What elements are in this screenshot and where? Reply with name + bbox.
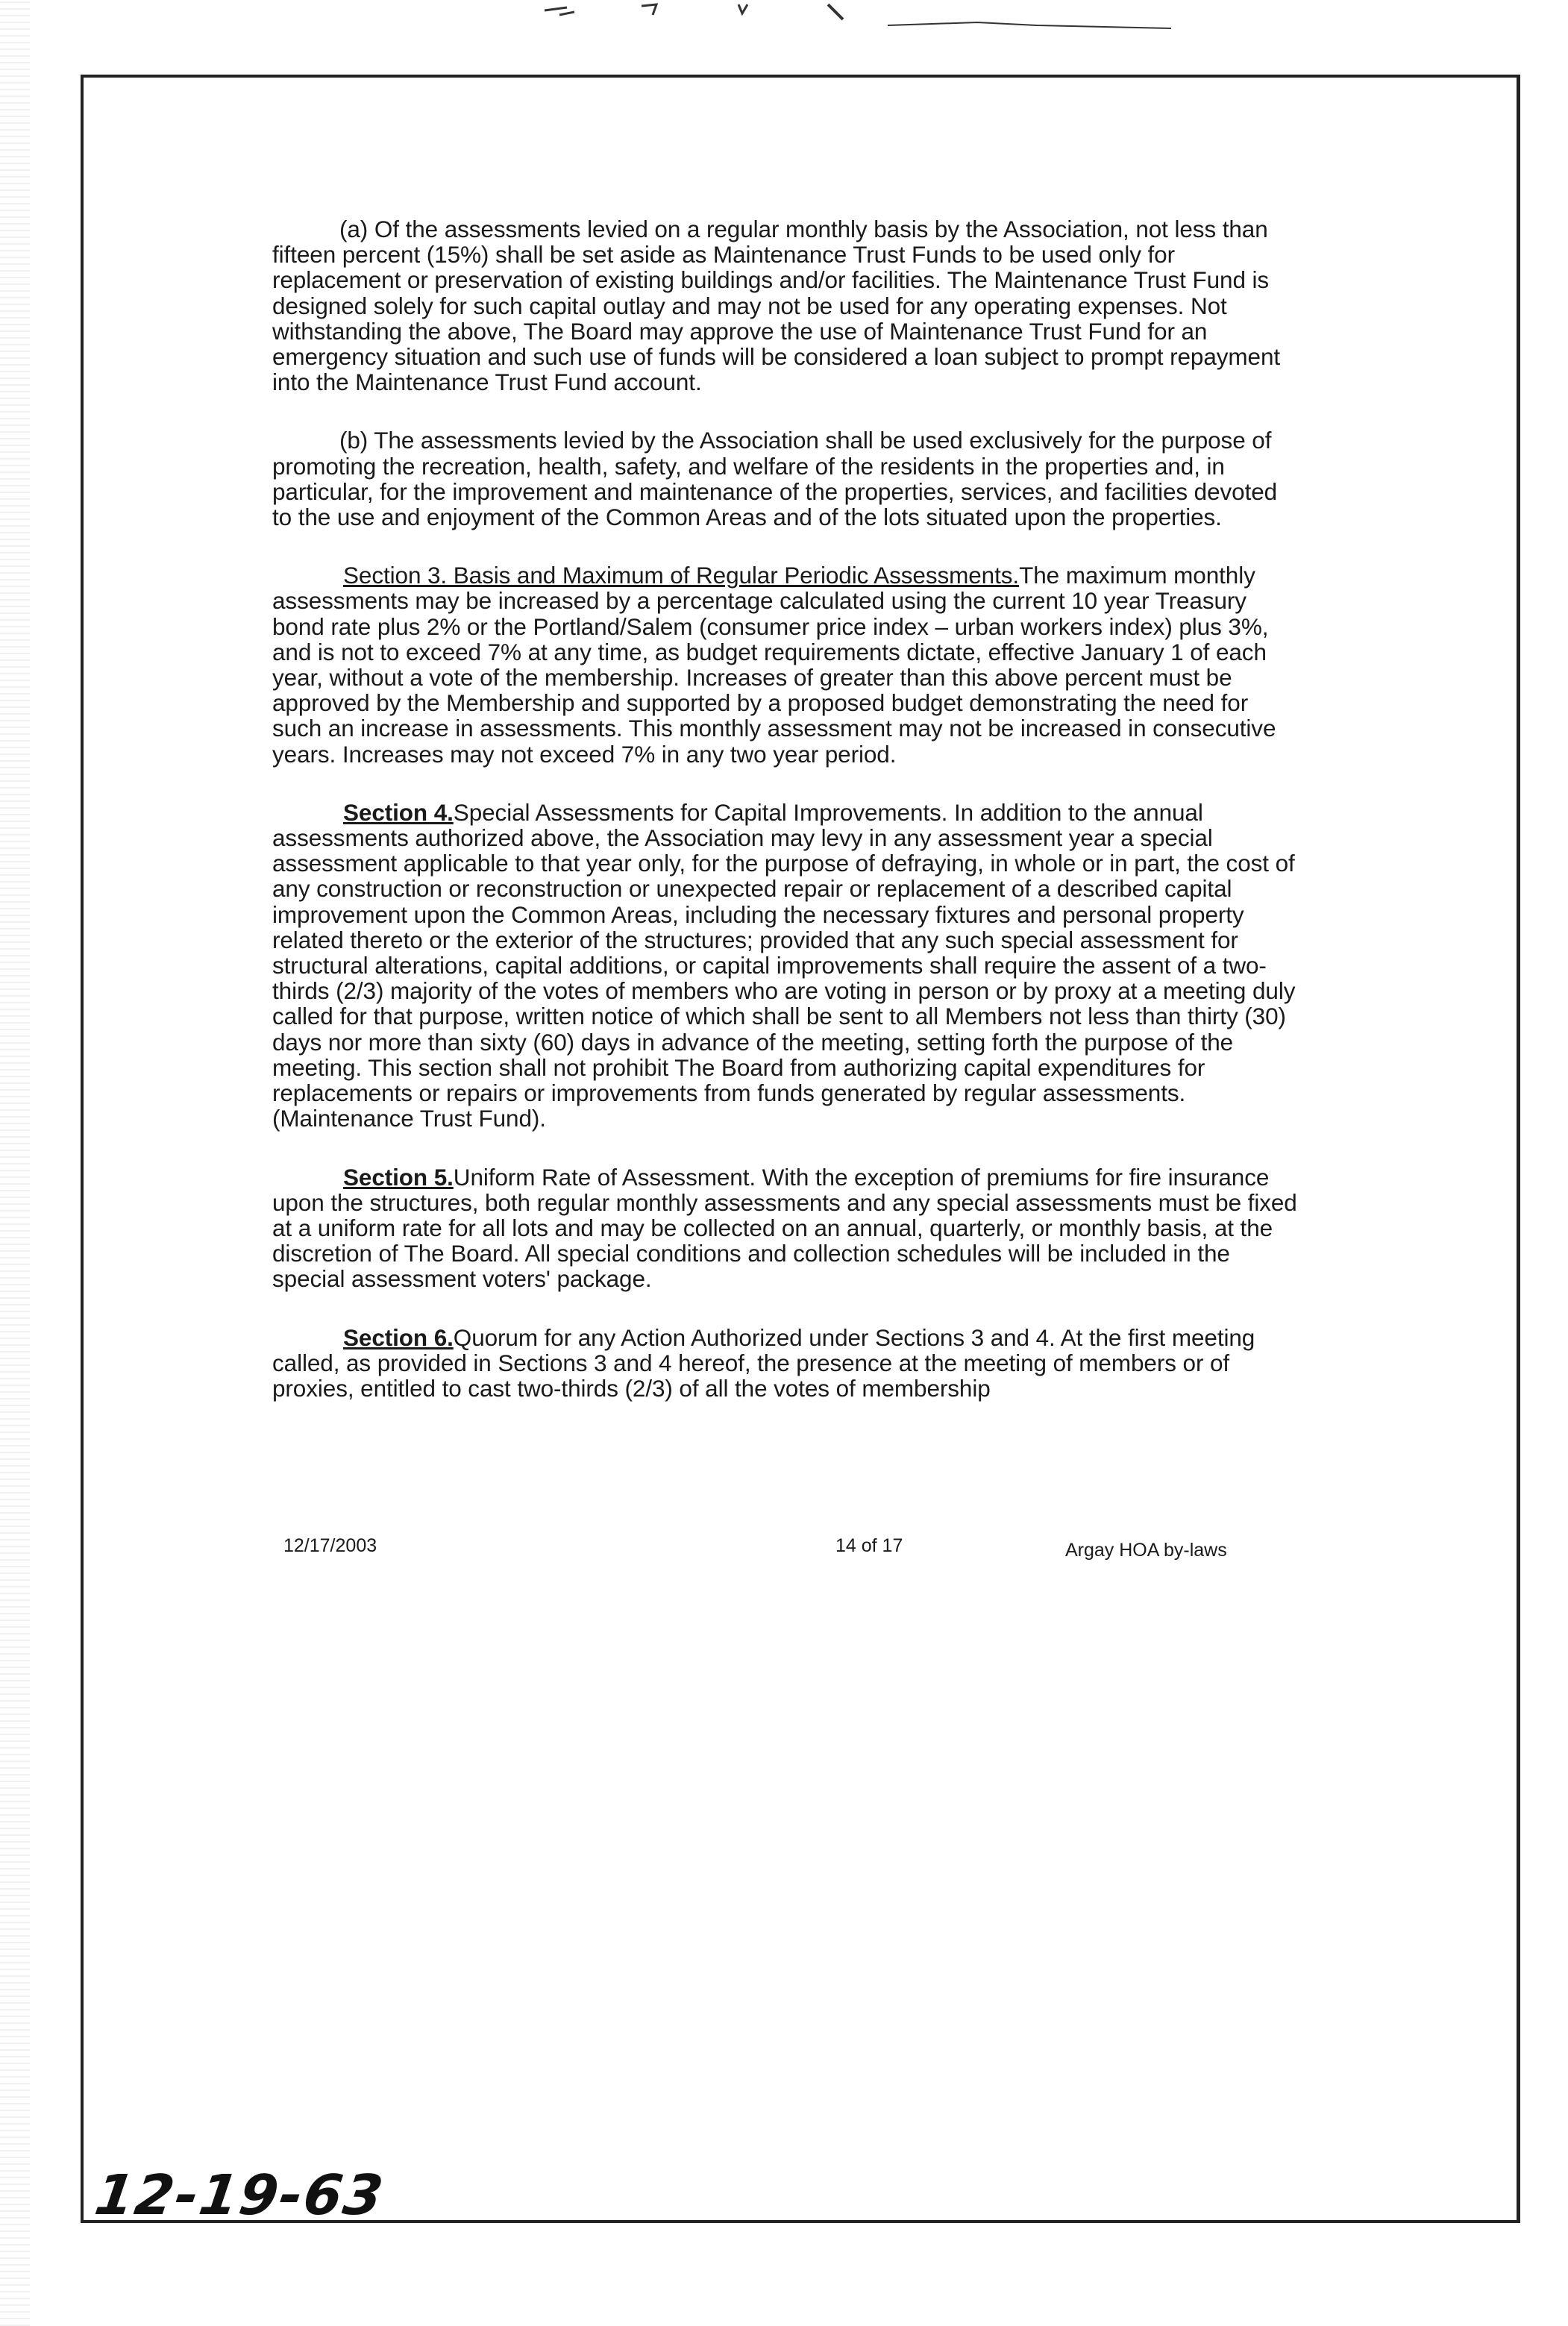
footer-page-number: 14 of 17 — [835, 1535, 903, 1556]
section-4-heading: Section 4. — [343, 798, 454, 826]
footer-date: 12/17/2003 — [283, 1535, 377, 1556]
section-6-body: Quorum for any Action Authorized under Sections 3 and 4. At the first meeting called, as provided in Sections 3 and 4 hereof, the presence at the meeting of members or of proxies, entitled to cast two-thirds (2/3) of all the votes of membership — [272, 1323, 1255, 1402]
paragraph-b — [272, 427, 1302, 530]
section-6 — [272, 1325, 1302, 1402]
section-3-heading: Section 3. Basis and Maximum of Regular Periodic Assessments. — [343, 562, 1020, 589]
page-footer — [283, 1535, 1253, 1565]
scan-edge-noise — [0, 0, 30, 2326]
section-3-body: The maximum monthly assessments may be increased by a percentage calculated using the current 10 year Treasury bond rate plus 2% or the Portland/Salem (consumer price index – urban workers index) plus 3%, and is not to exceed 7% at any time, as budget requirements dictate, effective January 1 of each year, without a vote of the membership. Increases of greater than this above percent must be approved by the Membership and supported by a proposed budget demonstrating the need for such an increase in assessments. This monthly assessment may not be increased in consecutive years. Increases may not exceed 7% in any two year period. — [272, 562, 1276, 768]
handwritten-date-annotation: 12-19-63 — [90, 2163, 389, 2228]
section-4-body: Special Assessments for Capital Improvements. In addition to the annual assessments authorized above, the Association may levy in any assessment year a special assessment applicable to that year only, for the purpose of defraying, in whole or in part, the cost of any construction or reconstruction or unexpected repair or replacement of a described capital improvement upon the Common Areas, including the necessary fixtures and personal property related thereto or the exterior of the structures; provided that any such special assessment for structural alterations, capital additions, or capital improvements shall require the assent of a two-thirds (2/3) majority of the votes of members who are voting in person or by proxy at a meeting duly called for that purpose, written notice of which shall be sent to all Members not less than thirty (30) days nor more than sixty (60) days in advance of the meeting, setting forth the purpose of the meeting. This section shall not prohibit The Board from authorizing capital expenditures for replacements or repairs or improvements from funds generated by regular assessments. (Maintenance Trust Fund). — [272, 798, 1296, 1132]
section-3 — [272, 562, 1302, 767]
section-4 — [272, 800, 1302, 1132]
section-6-heading: Section 6. — [343, 1323, 454, 1351]
section-5-body: Uniform Rate of Assessment. With the exception of premiums for fire insurance upon the structures, both regular monthly assessments and any special assessments must be fixed at a uniform rate for all lots and may be collected on an annual, quarterly, or monthly basis, at the discretion of The Board. All special conditions and collection schedules will be included in the special assessment voters' package. — [272, 1163, 1297, 1293]
paragraph-b-text: (b) The assessments levied by the Association shall be used exclusively for the purpose of promoting the recreation, health, safety, and welfare of the residents in the properties and, in particular, for the improvement and maintenance of the properties, services, and facilities devoted to the use and enjoyment of the Common Areas and of the lots situated upon the properties. — [272, 427, 1278, 531]
section-5 — [272, 1164, 1302, 1292]
footer-document-title: Argay HOA by-laws — [1065, 1540, 1227, 1561]
scan-artifact-marks — [515, 0, 1186, 37]
paragraph-a-text: (a) Of the assessments levied on a regular monthly basis by the Association, not less than fifteen percent (15%) shall be set aside as Maintenance Trust Funds to be used only for replacement or preservation of existing buildings and/or facilities. The Maintenance Trust Fund is designed solely for such capital outlay and may not be used for any operating expenses. Not withstanding the above, The Board may approve the use of Maintenance Trust Fund for an emergency situation and such use of funds will be considered a loan subject to prompt repayment into the Maintenance Trust Fund account. — [272, 216, 1281, 396]
document-body — [272, 216, 1302, 1434]
section-5-heading: Section 5. — [343, 1163, 454, 1191]
paragraph-a — [272, 216, 1302, 395]
